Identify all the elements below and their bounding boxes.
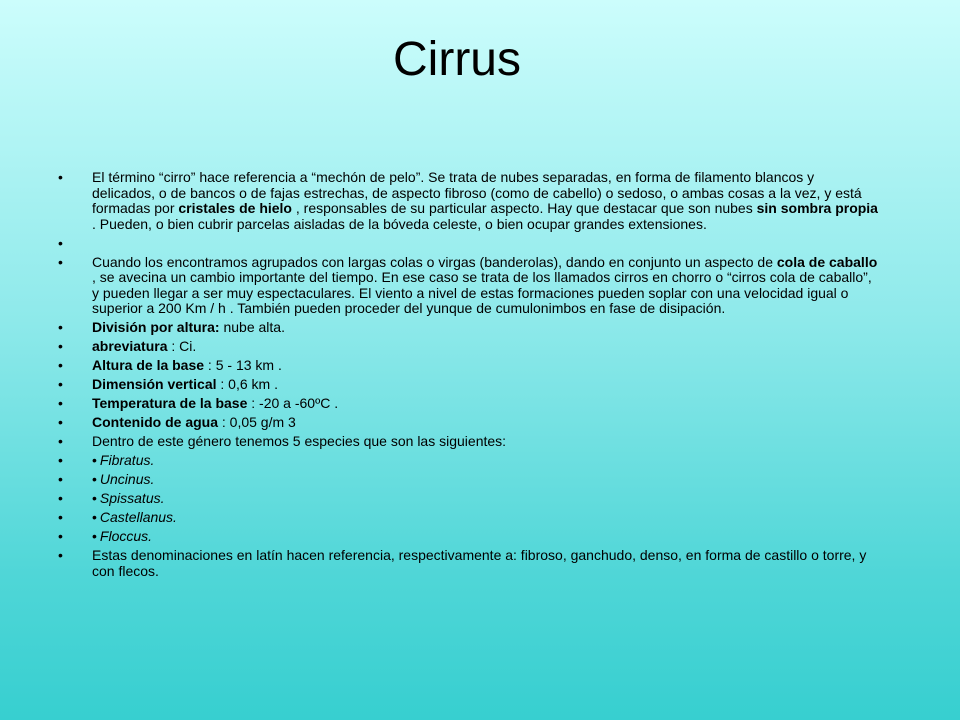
bullet-marker: •: [58, 376, 63, 392]
text-run: . Pueden, o bien cubrir parcelas aisladas de la bóveda celeste, o bien ocupar grandes extensiones.: [92, 215, 707, 232]
inner-bullet: •: [92, 528, 97, 544]
property-abbreviation: [58, 339, 878, 355]
slide-title: Cirrus: [393, 33, 521, 86]
species-intro: [58, 434, 878, 450]
property-base-temperature: [58, 396, 878, 412]
bullet-marker: •: [58, 234, 63, 251]
species-item: [58, 529, 878, 545]
closing-paragraph: [58, 548, 878, 579]
species-item: [58, 491, 878, 507]
property-base-height: [58, 358, 878, 374]
bullet-marker: •: [58, 528, 63, 544]
text-run: Dentro de este género tenemos 5 especies que son las siguientes:: [92, 433, 507, 449]
property-vertical-dimension: [58, 377, 878, 393]
bullet-marker: •: [58, 319, 63, 335]
empty-bullet: [58, 236, 878, 252]
species-item: [58, 510, 878, 526]
species-name: Fibratus.: [99, 452, 155, 468]
bullet-marker: •: [58, 433, 63, 449]
property-label: División por altura:: [92, 319, 220, 335]
inner-bullet: •: [92, 509, 97, 525]
property-value: nube alta.: [219, 319, 285, 335]
bold-term: cola de caballo: [776, 253, 878, 270]
property-value: : Ci.: [167, 338, 197, 354]
species-name: Castellanus.: [99, 509, 177, 525]
species-name: Floccus.: [99, 528, 153, 544]
species-item: [58, 453, 878, 469]
bullet-list: [58, 170, 878, 583]
property-label: abreviatura: [92, 338, 168, 354]
species-name: Spissatus.: [99, 490, 165, 506]
property-value: : -20 a -60ºC .: [247, 395, 339, 411]
text-run: , se avecina un cambio importante del tiempo. En ese caso se trata de los llamados cirros en chorro o “cirros cola de caballo”, y pueden llegar a ser muy espectaculares. El viento a nivel de estas formaciones pueden soplar con una velocidad igual o superior a 200 Km / h . También pueden proceder del yunque de cumulonimbos en fase de disipación.: [92, 269, 872, 316]
property-label: Contenido de agua: [92, 414, 218, 430]
inner-bullet: •: [92, 490, 97, 506]
bullet-marker: •: [58, 509, 63, 525]
bullet-marker: •: [58, 452, 63, 468]
species-item: [58, 472, 878, 488]
bullet-marker: •: [58, 414, 63, 430]
property-altitude-division: [58, 320, 878, 336]
text-run: Cuando los encontramos agrupados con largas colas o virgas (banderolas), dando en conjunto un aspecto de: [92, 253, 777, 270]
bullet-marker: •: [58, 357, 63, 373]
property-label: Altura de la base: [92, 357, 205, 373]
bold-term: cristales de hielo: [178, 200, 292, 216]
property-label: Dimensión vertical: [92, 376, 217, 392]
text-run: Estas denominaciones en latín hacen referencia, respectivamente a: fibroso, ganchudo, denso, en forma de castillo o torre, y con flecos.: [92, 547, 867, 579]
bullet-marker: •: [58, 169, 63, 185]
text-run: El término “cirro” hace referencia a “mechón de pelo”. Se trata de nubes separadas, en forma de filamento blancos y delicados, o de bancos o de fajas estrechas, de aspecto fibroso (como de cabello) o sedoso, o ambas cosas a la vez, y está formadas por: [92, 169, 862, 216]
bullet-marker: •: [58, 471, 63, 487]
bullet-marker: •: [58, 338, 63, 354]
species-name: Uncinus.: [99, 471, 155, 487]
inner-bullet: •: [92, 471, 97, 487]
inner-bullet: •: [92, 452, 97, 468]
property-water-content: [58, 415, 878, 431]
bullet-marker: •: [58, 253, 63, 270]
paragraph-horsetail: [58, 255, 878, 317]
bullet-marker: •: [58, 395, 63, 411]
bullet-marker: •: [58, 547, 63, 563]
bullet-marker: •: [58, 490, 63, 506]
text-run: , responsables de su particular aspecto. Hay que destacar que son nubes: [291, 200, 757, 216]
property-value: : 0,6 km .: [216, 376, 278, 392]
paragraph-description: [58, 170, 878, 232]
property-value: : 0,05 g/m 3: [218, 414, 296, 430]
property-value: : 5 - 13 km .: [204, 357, 282, 373]
bold-term: sin sombra propia: [756, 200, 878, 216]
property-label: Temperatura de la base: [92, 395, 248, 411]
